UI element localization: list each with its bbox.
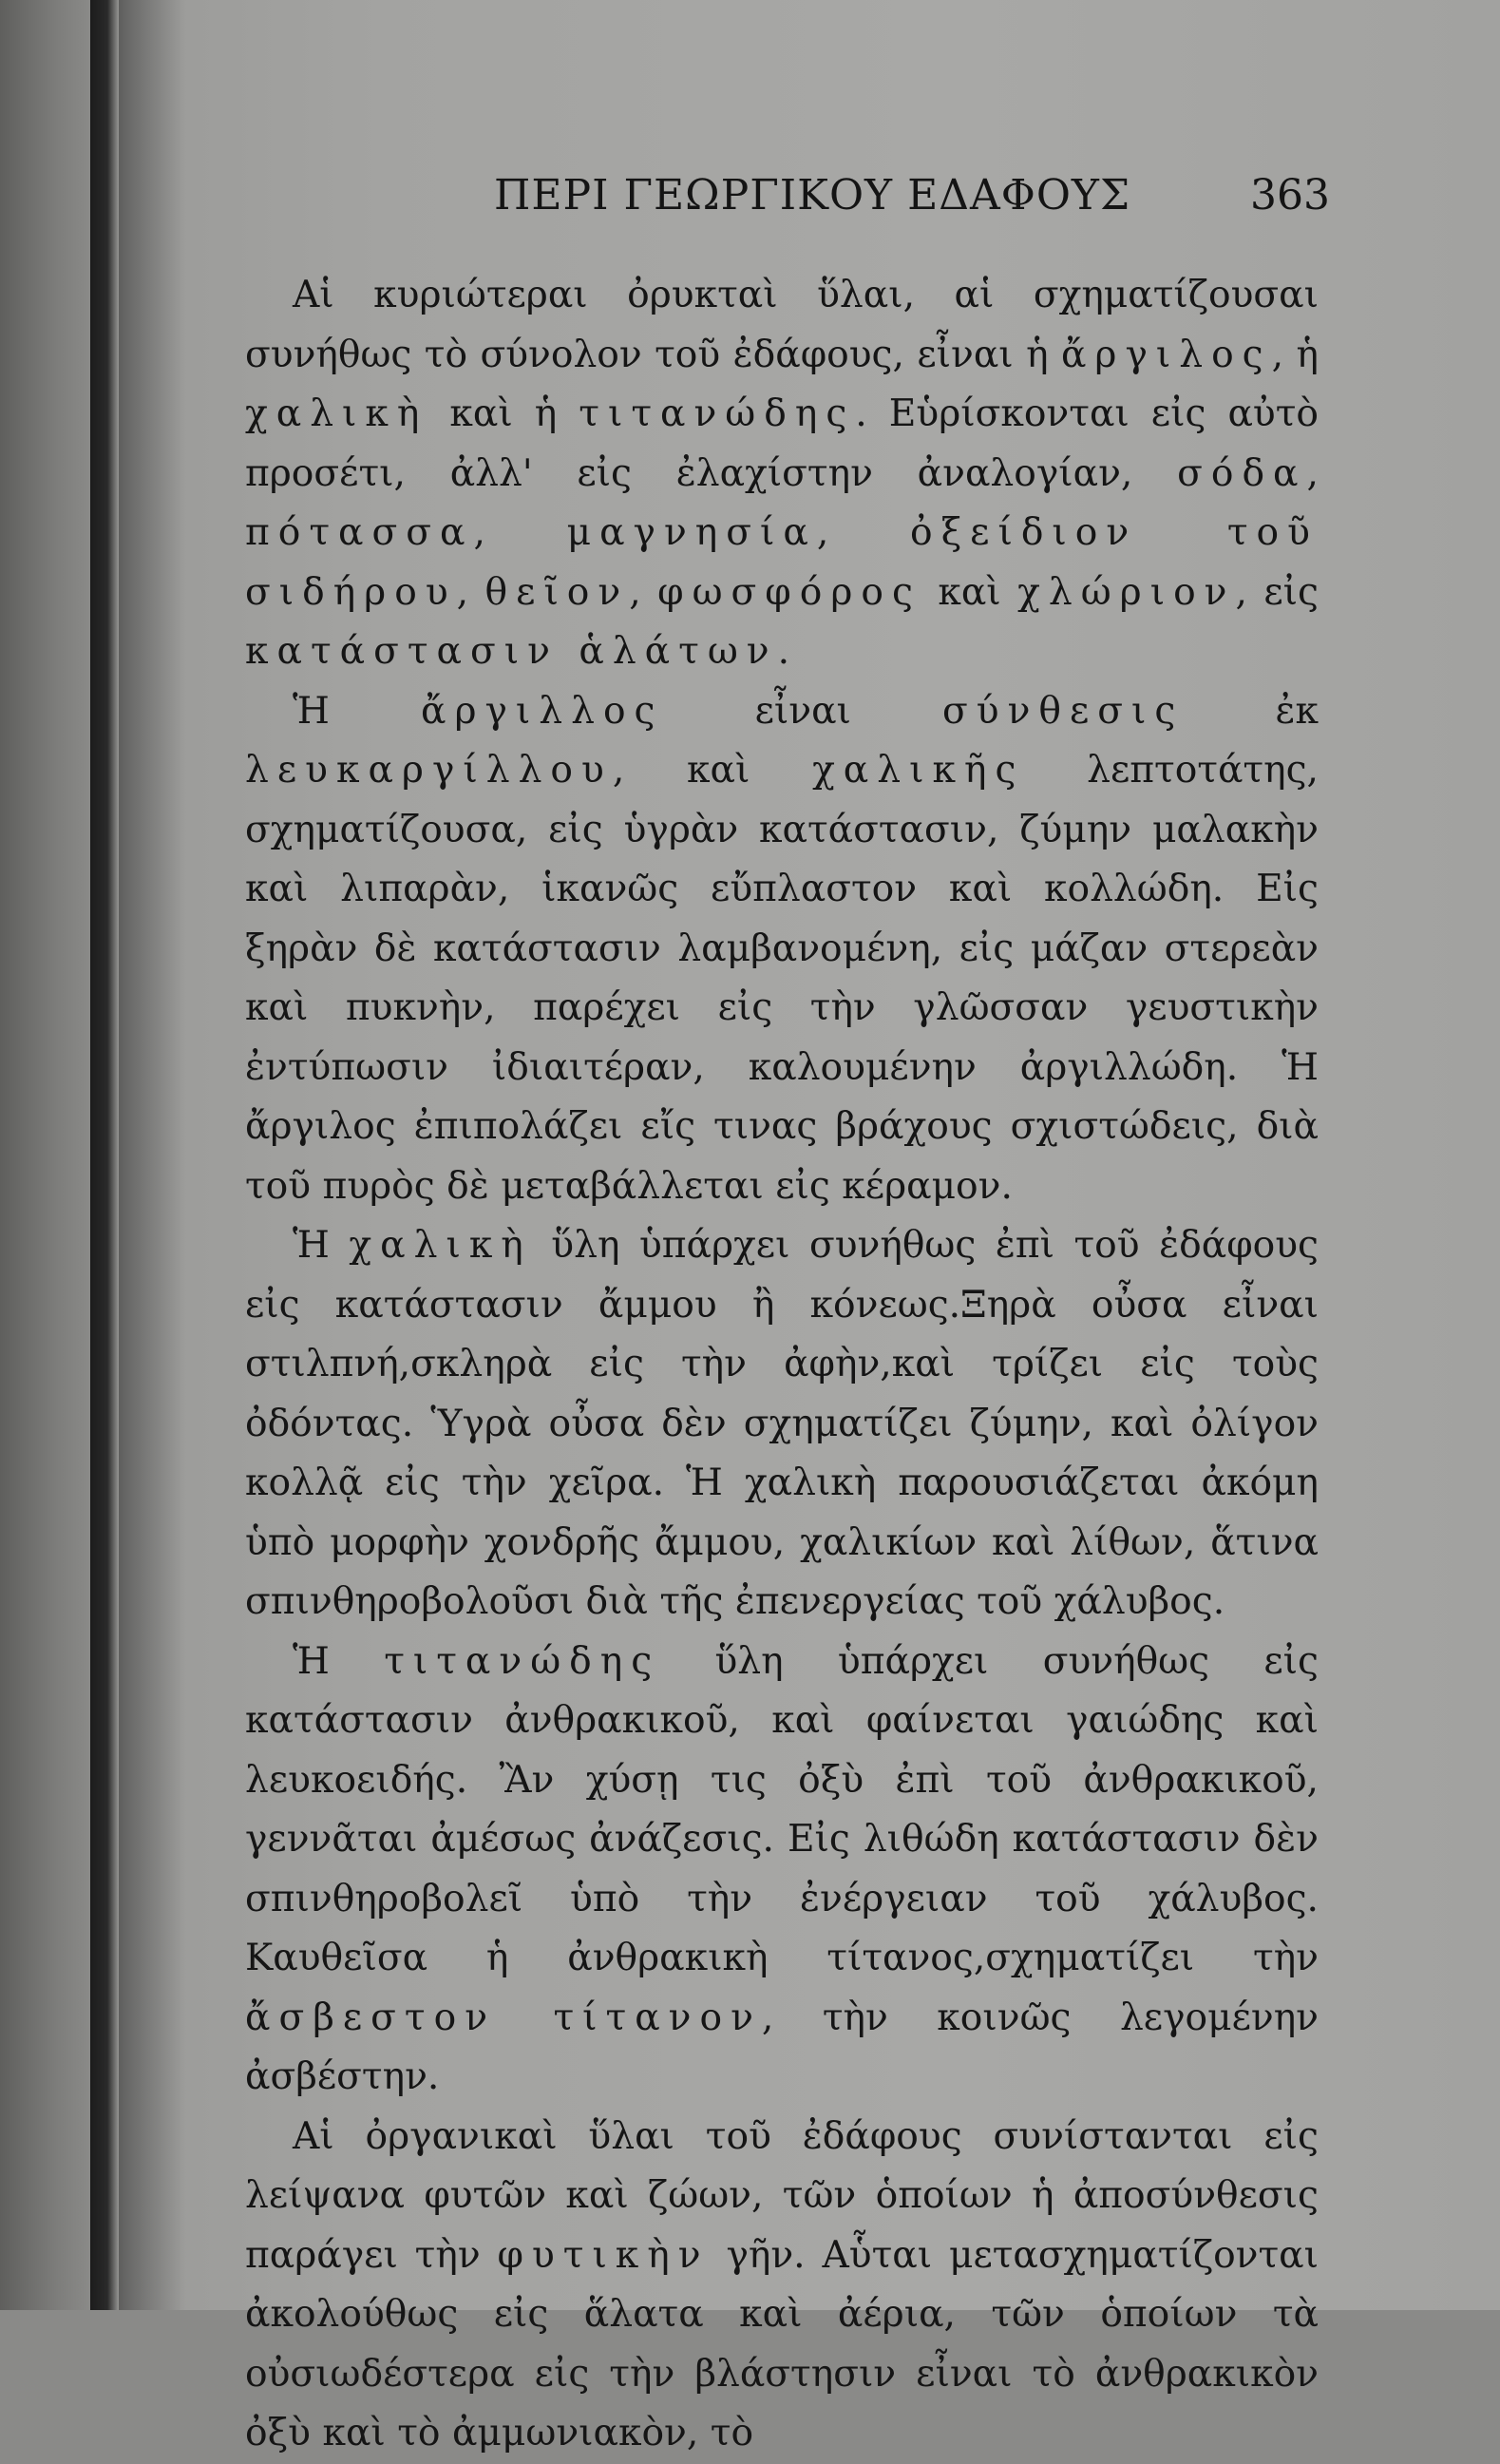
spaced-term: τιτανώδης	[579, 392, 856, 435]
body-text	[245, 266, 1319, 2464]
text-run: . Εὑρίσκονται εἰς αὐτὸ προσέτι, ἀλλ' εἰς ἐλαχίστην ἀναλογίαν,	[245, 392, 1320, 495]
text-run: , ἡ	[1271, 333, 1319, 376]
text-run: ,	[473, 511, 567, 554]
text-run: λεπτοτάτης, σχηματίζουσα, εἰς ὑγρὰν κατάστασιν, ζύμην μαλακὴν καὶ λιπαρὰν, ἱκανῶς εὔπλαστον καὶ κολλώδη. Εἰς ξηρὰν δὲ κατάστασιν λαμβανομένη, εἰς μάζαν στερεὰν καὶ πυκνὴν, παρέχει εἰς τὴν γλῶσσαν γευστικὴν ἐντύπωσιν ἰδιαιτέραν, καλουμένην ἀργιλλώδη. Ἡ ἄργιλος ἐπιπολάζει εἴς τινας βράχους σχιστώδεις, διὰ τοῦ πυρὸς δὲ μεταβάλλεται εἰς κέραμον.	[245, 749, 1319, 1208]
spaced-term: θεῖον	[484, 570, 630, 614]
paragraph-clay	[245, 682, 1319, 1217]
text-run: , καὶ	[612, 749, 813, 792]
spaced-term: χλώριον	[1017, 570, 1236, 614]
text-run: καὶ	[921, 570, 1018, 614]
text-run: ,	[1306, 451, 1319, 495]
text-run: καὶ ἡ	[427, 392, 579, 435]
spaced-term: ἄσβεστον τίτανον	[245, 1996, 762, 2039]
text-run: ,	[629, 570, 658, 614]
paragraph-siliceous	[245, 1216, 1319, 1633]
spaced-term: φυτικὴν	[497, 2233, 710, 2277]
spaced-term: σύνθεσις	[942, 689, 1185, 733]
spaced-term: φωσφόρος	[657, 570, 921, 614]
spaced-term: ἄργιλλος	[420, 689, 664, 733]
text-run: Ἡ	[293, 1224, 350, 1267]
text-run: ὕλη ὑπάρχει συνήθως εἰς κατάστασιν ἀνθρακικοῦ, καὶ φαίνεται γαιώδης καὶ λευκοειδής. Ἂν χύσῃ τις ὀξὺ ἐπὶ τοῦ ἀνθρακικοῦ, γεννᾶται ἀμέσως ἀνάζεσις. Εἰς λιθώδη κατάστασιν δὲν σπινθηροβολεῖ ὑπὸ τὴν ἐνέργειαν τοῦ χάλυβος. Καυθεῖσα ἡ ἀνθρακικὴ τίτανος,σχηματίζει τὴν	[245, 1639, 1319, 1979]
text-run: Αἱ κυριώτεραι ὀρυκταὶ ὕλαι, αἱ σχηματίζουσαι συνήθως τὸ σύνολον τοῦ ἐδάφους, εἶναι ἡ	[245, 274, 1319, 376]
spaced-term: σόδα	[1177, 451, 1307, 495]
gutter-shadow	[119, 0, 185, 2310]
text-run: .	[777, 630, 790, 673]
text-run: γῆν. Αὗται μετασχηματίζονται ἀκολούθως εἰς ἅλατα καὶ ἀέρια, τῶν ὁποίων τὰ οὐσιωδέστερα εἰς τὴν βλάστησιν εἶναι τὸ ἀνθρακικὸν ὀξὺ καὶ τὸ ἀμμωνιακὸν, τὸ	[245, 2233, 1320, 2454]
text-run: Αἱ ὀργανικαὶ ὕλαι τοῦ ἐδάφους συνίστανται εἰς λείψανα φυτῶν καὶ ζώων, τῶν ὁποίων ἡ ἀποσύνθεσις παράγει τὴν	[245, 2114, 1319, 2277]
text-run: εἶναι	[663, 689, 943, 733]
spaced-term: λευκαργίλλου	[245, 749, 613, 792]
text-run: ὕλη ὑπάρχει συνήθως ἐπὶ τοῦ ἐδάφους εἰς κατάστασιν ἄμμου ἢ κόνεως.Ξηρὰ οὖσα εἶναι στιλπνή,σκληρὰ εἰς τὴν ἀφὴν,καὶ τρίζει εἰς τοὺς ὀδόντας. Ὑγρὰ οὖσα δὲν σχηματίζει ζύμην, καὶ ὀλίγον κολλᾷ εἰς τὴν χεῖρα. Ἡ χαλικὴ παρουσιάζεται ἀκόμη ὑπὸ μορφὴν χονδρῆς ἄμμου, χαλικίων καὶ λίθων, ἅτινα σπινθηροβολοῦσι διὰ τῆς ἐπενεργείας τοῦ χάλυβος.	[245, 1224, 1319, 1623]
text-run: Ἡ	[293, 689, 421, 733]
binding-gutter	[90, 0, 119, 2310]
page-header	[494, 171, 1330, 238]
spaced-term: χαλικῆς	[812, 749, 1025, 792]
spaced-term: μαγνησία	[566, 511, 817, 554]
spaced-term: πότασσα	[245, 511, 474, 554]
text-run: ,	[456, 570, 485, 614]
paragraph-minerals	[245, 266, 1319, 682]
spaced-term: χαλικὴ	[349, 1224, 532, 1267]
running-title: ΠΕΡΙ ΓΕΩΡΓΙΚΟΥ ΕΔΑΦΟΥΣ	[494, 171, 1131, 220]
spaced-term: χαλικὴ	[245, 392, 428, 435]
spaced-term: τιτανώδης	[384, 1639, 661, 1683]
spaced-term: ὀξείδιον τοῦ σιδήρου	[245, 511, 1319, 614]
text-run: , εἰς	[1235, 570, 1319, 614]
spaced-term: κατάστασιν ἁλάτων	[245, 630, 778, 673]
page-number: 363	[1250, 171, 1330, 220]
paragraph-calcareous	[245, 1633, 1319, 2108]
text-run: , τὴν κοινῶς λεγομένην ἀσβέστην.	[245, 1996, 1319, 2098]
text-run: ἐκ	[1184, 689, 1319, 733]
paragraph-organic	[245, 2108, 1319, 2464]
text-run: Ἡ	[293, 1639, 385, 1683]
text-run: ,	[816, 511, 910, 554]
spaced-term: ἄργιλος	[1060, 333, 1272, 376]
